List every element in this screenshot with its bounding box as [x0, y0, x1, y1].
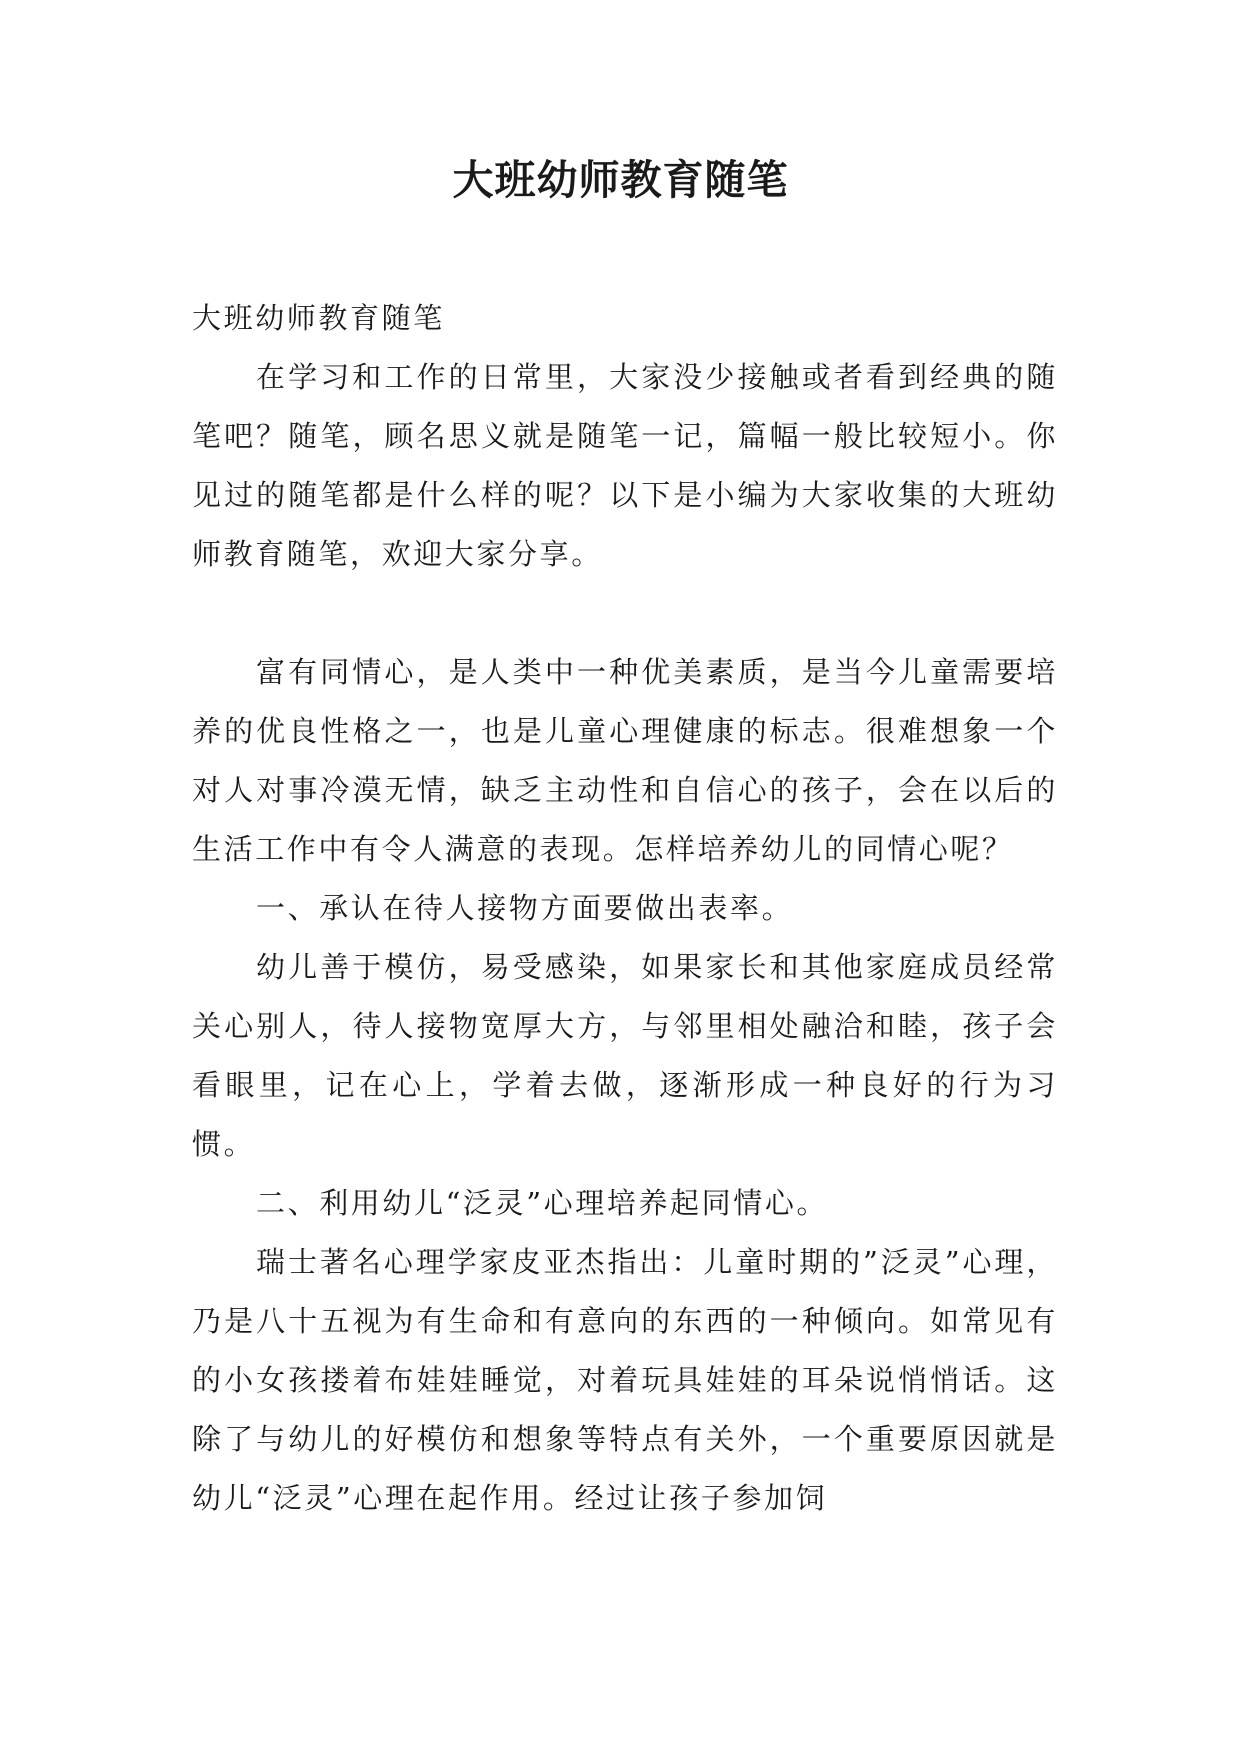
intro-paragraph: 在学习和工作的日常里，大家没少接触或者看到经典的随笔吧？随笔，顾名思义就是随笔一记，篇幅一般比较短小。你见过的随笔都是什么样的呢？以下是小编为大家收集的大班幼师教育随笔，欢迎大家分享。	[192, 360, 1058, 571]
document-title: 大班幼师教育随笔	[452, 156, 789, 204]
body-heading-paragraph: 大班幼师教育随笔	[192, 301, 445, 335]
paragraph-spacer	[192, 584, 1058, 643]
body-paragraph: 幼儿善于模仿，易受感染，如果家长和其他家庭成员经常关心别人，待人接物宽厚大方，与邻里相处融洽和睦，孩子会看眼里，记在心上，学着去做，逐渐形成一种良好的行为习惯。	[192, 950, 1058, 1161]
section-heading-1: 一、承认在待人接物方面要做出表率。	[256, 891, 794, 925]
body-paragraph: 富有同情心，是人类中一种优美素质，是当今儿童需要培养的优良性格之一，也是儿童心理健康的标志。很难想象一个对人对事冷漠无情，缺乏主动性和自信心的孩子，会在以后的生活工作中有令人满意的表现。怎样培养幼儿的同情心呢？	[192, 655, 1058, 866]
section-heading-2: 二、利用幼儿“泛灵”心理培养起同情心。	[256, 1186, 829, 1220]
document-body	[192, 289, 1058, 1528]
body-paragraph: 瑞士著名心理学家皮亚杰指出：儿童时期的”泛灵”心理，乃是八十五视为有生命和有意向的东西的一种倾向。如常见有的小女孩搂着布娃娃睡觉，对着玩具娃娃的耳朵说悄悄话。这除了与幼儿的好模仿和想象等特点有关外，一个重要原因就是幼儿“泛灵”心理在起作用。经过让孩子参加饲	[192, 1245, 1058, 1515]
